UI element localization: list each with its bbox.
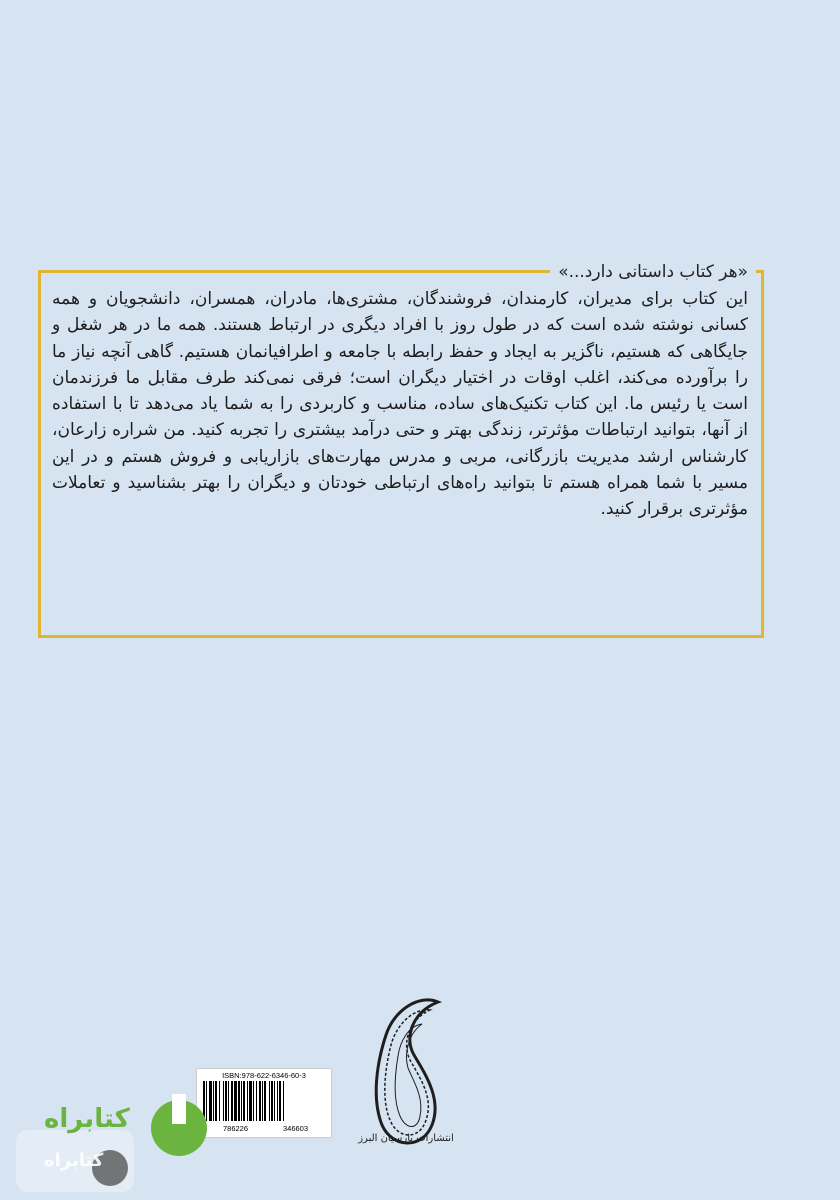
watermark-text: کتابراه bbox=[44, 1104, 130, 1134]
barcode-bars bbox=[203, 1081, 325, 1123]
watermark-small-text: کتابراه bbox=[44, 1150, 104, 1171]
barcode bbox=[196, 1068, 332, 1138]
barcode-right-digits: 346603 bbox=[283, 1124, 309, 1133]
blurb-text: این کتاب برای مدیران، کارمندان، فروشندگان، مشتری‌ها، مادران، همسران، دانشجویان و همه کسانی نوشته شده است که در طول روز با افراد دیگری در ارتباط هستند. همه ما در هر شغل و جایگاهی که هستیم، ناگزیر به ایجاد و حفظ رابطه با جامعه و اطرافیانمان هستیم. گاهی آنچه نیاز ما را برآورده می‌کند، اغلب اوقات در اختیار دیگران است؛ فرقی نمی‌کند طرف مقابل ما فرزندمان است یا رئیس ما. این کتاب تکنیک‌های ساده، مناسب و کاربردی را به شما یاد می‌دهد تا با استفاده از آنها، بتوانید ارتباطات مؤثرتر، زندگی بهتر و حتی درآمد بیشتری را تجربه کنید. من شراره زارعان، کارشناس ارشد مدیریت بازرگانی، مربی و مدرس مهارت‌های بازاریابی و فروش هستم و در این مسیر با شما همراه هستم تا بتوانید راه‌های ارتباطی خودتان و دیگران را بهتر بشناسید و تعاملات مؤثرتری برقرار کنید. bbox=[52, 289, 748, 520]
publisher-name: انتشارات پارسیان البرز bbox=[358, 1133, 454, 1144]
isbn-label: ISBN:978-622-6346-60-3 bbox=[222, 1071, 306, 1080]
blurb-title: «هر کتاب داستانی دارد...» bbox=[550, 262, 756, 282]
barcode-left-digits: 786226 bbox=[223, 1124, 249, 1133]
